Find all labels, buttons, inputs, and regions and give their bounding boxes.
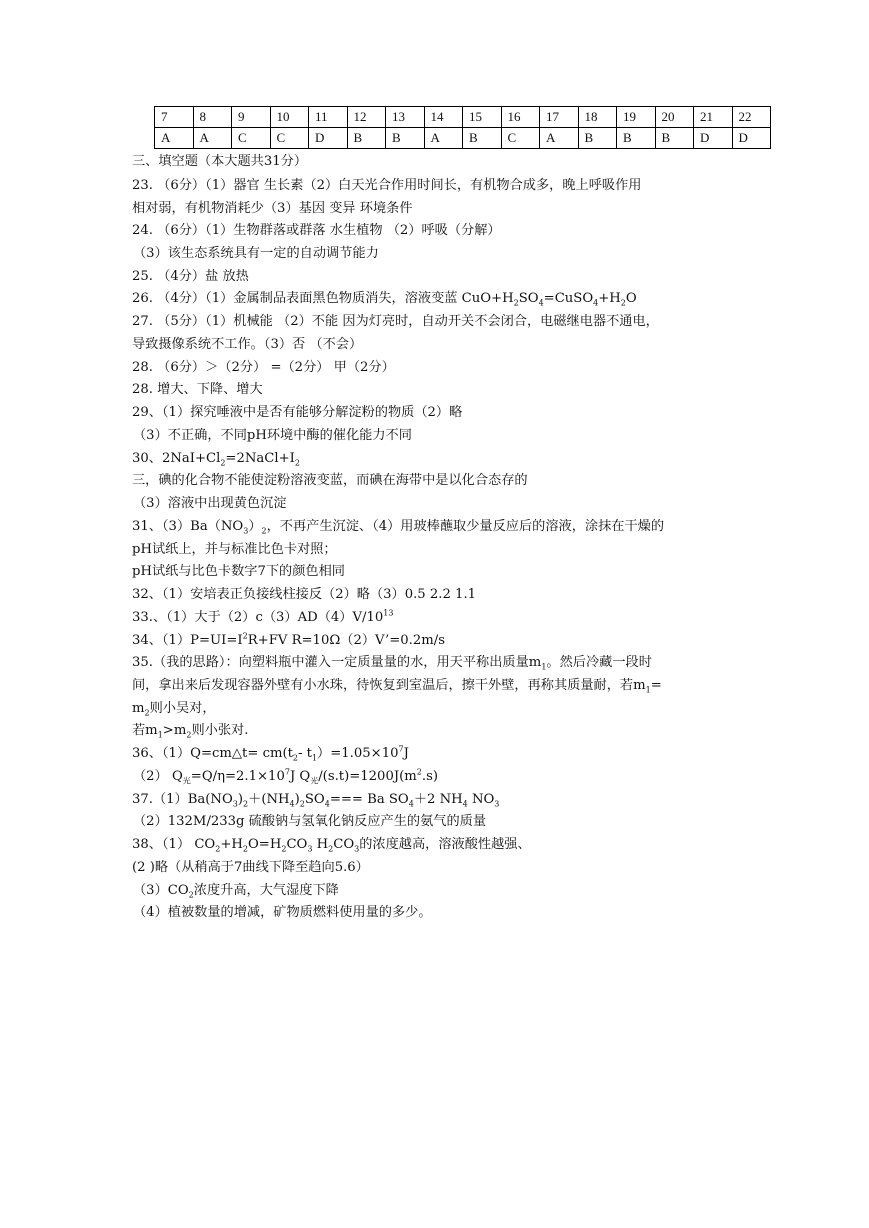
text-segment: +H [220,837,243,852]
subscript: 1 [311,753,318,763]
answer-cell: B [347,128,386,149]
answer-cell: C [270,128,309,149]
text-segment: O [625,291,637,306]
subscript: 4 [324,799,330,809]
subscript: 2 [186,730,192,740]
answer-line-23-cont: 相对弱，有机物消耗少（3）基因 变异 环境条件 [132,201,413,216]
text-segment: SO [518,291,539,306]
question-number-cell: 7 [155,107,194,128]
text-segment: 的浓度越高，溶液酸性越强、 [359,837,531,852]
subscript: 1 [645,685,651,695]
subscript: 2 [513,298,519,308]
answer-cell: B [617,128,656,149]
question-number-cell: 18 [578,107,617,128]
subscript: 1 [541,662,547,672]
subscript: 4 [538,298,544,308]
text-segment: 34、（1）P=UI=I [132,633,243,648]
text-segment: CO [333,837,355,852]
answer-line-25: 25. （4分）盐 放热 [132,269,249,284]
answer-line-28: 28. （6分）＞（2分） =（2分） 甲（2分） [132,360,395,375]
question-number-cell: 16 [501,107,540,128]
subscript: 2 [299,799,305,809]
answer-cell: C [501,128,540,149]
answer-cell: A [540,128,579,149]
superscript: 7 [398,744,404,754]
answer-line-37-cont: （2）132M/233g 硫酸钠与氢氧化钠反应产生的氨气的质量 [133,814,487,829]
answer-line-38-cont: (2 )略（从稍高于7曲线下降至趋向5.6） [132,860,369,875]
answer-cell: B [578,128,617,149]
question-number-cell: 10 [270,107,309,128]
text-segment: /(s.t)=1200J(m [318,769,417,784]
superscript: 7 [284,767,290,777]
subscript: 4 [408,799,414,809]
question-number-cell: 11 [309,107,348,128]
text-segment: =CuSO [543,291,594,306]
text-segment: 38、（1） CO [132,837,216,852]
text-segment: - t [298,746,312,761]
answer-line-30-cont: 三，碘的化合物不能使淀粉溶液变蓝，而碘在海带中是以化合态存的 [132,473,528,488]
answer-line-35-cont3 [132,722,248,740]
answer-line-29-cont: （3）不正确，不同pH环境中酶的催化能力不同 [133,428,412,443]
text-segment: 36、（1）Q=cm△t= cm(t [132,746,293,761]
text-segment: ) [237,792,244,807]
superscript: 2 [242,631,248,641]
text-segment: O=H [247,837,282,852]
answer-line-31-cont2: pH试纸与比色卡数字7下的颜色相同 [132,564,345,579]
answer-cell: A [193,128,232,149]
answer-row [155,128,771,149]
answer-line-35-cont2 [132,700,216,718]
answer-line-31-cont: pH试纸上，并与标准比色卡对照； [132,542,337,557]
answer-line-34 [132,632,445,650]
answer-line-29: 29、（1）探究唾液中是否有能够分解淀粉的物质（2）略 [132,405,463,420]
answer-line-35-cont [132,677,662,695]
answer-line-30-cont2: （3）溶液中出现黄色沉淀 [133,496,287,511]
question-number-cell: 21 [694,107,733,128]
subscript: 3 [354,844,360,854]
text-segment: === Ba SO [329,792,409,807]
answer-line-38-cont3: （4）植被数量的增减，矿物质燃料使用量的多少。 [133,905,432,920]
subscript: 2 [243,799,249,809]
text-segment: 浓度升高，大气湿度下降 [193,883,339,898]
text-segment: 33.、（1）大于（2）c（3）AD（4）V/10 [132,610,384,625]
text-segment: =Q/η=2.1×10 [190,769,285,784]
section-title: 三、填空题（本大题共31分） [132,154,308,169]
answer-line-33 [132,609,393,627]
text-segment: 间，拿出来后发现容器外壁有小水珠，待恢复到室温后，擦干外壁，再称其质量耐，若m [132,678,646,693]
answer-cell: B [463,128,502,149]
answer-line-31 [132,518,664,536]
text-segment: 26. （4分）（1）金属制品表面黑色物质消失，溶液变蓝 CuO+H [132,291,514,306]
subscript: 2 [292,753,298,763]
question-number-cell: 17 [540,107,579,128]
text-segment: NO [467,792,495,807]
text-segment: CO [286,837,308,852]
text-segment: ）=1.05×10 [317,746,399,761]
subscript: 2 [281,844,287,854]
text-segment: R+FV R=10Ω（2）V’=0.2m/s [247,633,445,648]
text-segment: ） [248,519,262,534]
answer-line-30 [132,450,300,468]
text-segment: =2NaCl+I [225,451,295,466]
subscript: 4 [593,298,599,308]
subscript: 2 [188,890,194,900]
answer-line-35 [132,654,652,672]
subscript: 光 [182,776,191,786]
question-number-cell: 13 [386,107,425,128]
question-number-cell: 14 [424,107,463,128]
answer-cell: A [424,128,463,149]
answer-line-36-cont [133,768,438,786]
text-segment: >m [162,723,187,738]
question-number-cell: 20 [655,107,694,128]
answer-line-26 [132,290,637,308]
subscript: 3 [494,799,500,809]
text-segment: （3）CO [133,883,189,898]
text-segment: 若m [132,723,158,738]
text-segment: 则小吴对， [149,701,216,716]
answer-cell: D [732,128,771,149]
text-segment: = [650,678,662,693]
text-segment: m [132,701,145,716]
text-segment: .s) [421,769,438,784]
subscript: 1 [157,730,163,740]
subscript: 2 [215,844,221,854]
answer-cell: D [694,128,733,149]
subscript: 3 [243,526,249,536]
answer-line-24-cont: （3）该生态系统具有一定的自动调节能力 [133,246,379,261]
subscript: 2 [144,708,150,718]
text-segment: ，不再产生沉淀、（4）用玻棒蘸取少量反应后的溶液，涂抹在干燥的 [266,519,665,534]
question-number-cell: 8 [193,107,232,128]
question-number-cell: 12 [347,107,386,128]
text-segment: J [403,746,409,761]
text-segment: +H [598,291,621,306]
subscript: 4 [462,799,468,809]
superscript: 2 [416,767,422,777]
answer-cell: B [655,128,694,149]
text-segment: ＋2 NH [413,792,463,807]
subscript: 4 [289,799,295,809]
answer-line-38-cont2 [133,882,339,900]
subscript: 2 [328,844,334,854]
answer-cell: D [309,128,348,149]
subscript: 3 [307,844,313,854]
answer-line-37 [132,791,499,809]
subscript: 2 [261,526,267,536]
answer-line-27-cont: 导致摄像系统不工作。（3）否 （不会） [132,337,363,352]
text-segment: SO [304,792,325,807]
text-segment: 。然后冷藏一段时 [546,655,652,670]
question-number-cell: 22 [732,107,771,128]
text-segment: 30、2NaI+Cl [132,451,221,466]
answer-cell: B [386,128,425,149]
text-segment: 31、（3）Ba（NO [132,519,244,534]
text-segment: 35.（我的思路）：向塑料瓶中灌入一定质量量的水，用天平称出质量m [132,655,542,670]
subscript: 2 [242,844,248,854]
answer-line-38 [132,836,531,854]
text-segment: H [312,837,329,852]
question-number-cell: 15 [463,107,502,128]
answer-line-36 [132,745,409,763]
subscript: 光 [310,776,319,786]
subscript: 2 [220,458,226,468]
text-segment: J Q [289,769,311,784]
answer-line-23: 23. （6分）（1）器官 生长素（2）白天光合作用时间长，有机物合成多，晚上呼吸作用 [132,178,642,193]
text-segment: 37.（1）Ba(NO [132,792,233,807]
answer-line-24: 24. （6分）（1）生物群落或群落 水生植物 （2）呼吸（分解） [132,223,501,238]
answer-cell: A [155,128,194,149]
answer-line-27: 27. （5分）（1）机械能 （2）不能 因为灯亮时，自动开关不会闭合，电磁继电器不通电， [132,314,659,329]
text-segment: ＋(NH [248,792,290,807]
superscript: 13 [383,608,394,618]
choice-answer-table [154,106,771,149]
question-number-cell: 9 [232,107,271,128]
answer-line-32: 32、（1）安培表正负接线柱接反（2）略（3）0.5 2.2 1.1 [132,587,477,602]
question-number-row [155,107,771,128]
subscript: 2 [294,458,300,468]
text-segment: （2） Q [133,769,183,784]
answer-line-28b: 28. 增大、下降、增大 [132,382,263,397]
text-segment: ) [294,792,300,807]
answer-cell: C [232,128,271,149]
question-number-cell: 19 [617,107,656,128]
text-segment: 则小张对. [191,723,249,738]
subscript: 3 [232,799,238,809]
subscript: 2 [620,298,626,308]
